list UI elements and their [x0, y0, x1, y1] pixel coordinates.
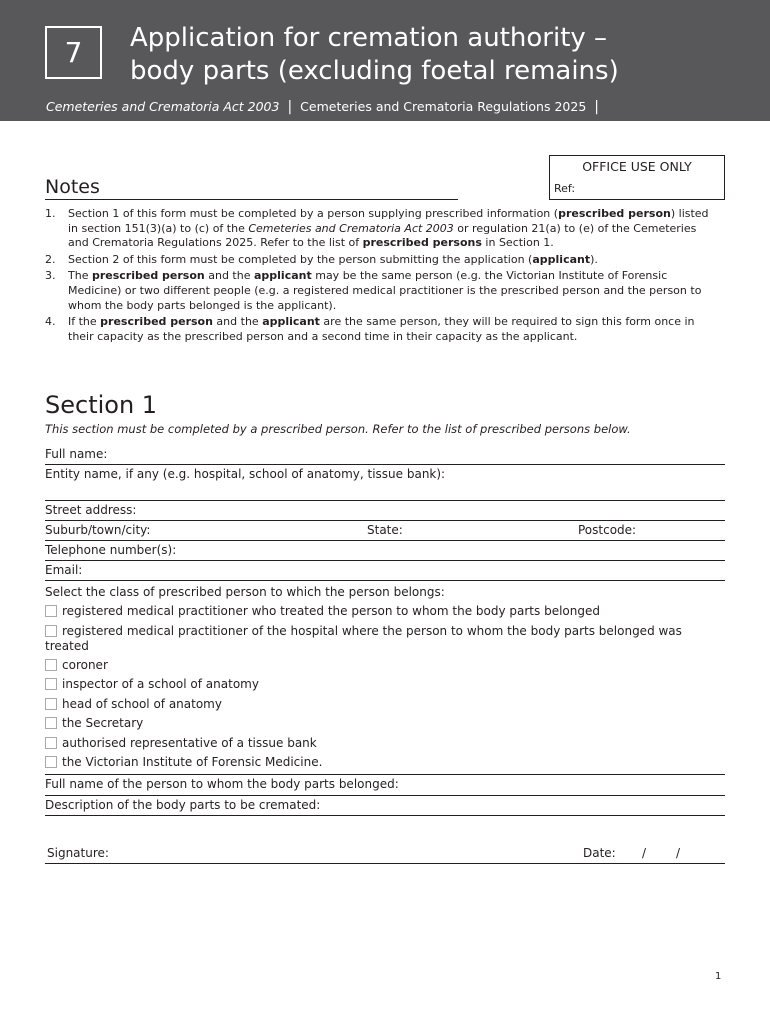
checkbox[interactable]: [45, 756, 57, 768]
option-label: head of school of anatomy: [62, 697, 222, 711]
note-text: or regulation 21(a) to (e) of the Cemeteries and Crematoria Regulations 2025. Refer to the list of: [68, 221, 697, 250]
email-field[interactable]: [45, 563, 725, 581]
note-text: and the: [204, 269, 254, 283]
note-bold: applicant: [262, 315, 320, 329]
section-1-heading: Section 1: [45, 391, 158, 419]
date-label: Date:: [583, 846, 616, 860]
telephone-label: Telephone number(s):: [45, 543, 177, 557]
option-coroner: [45, 658, 725, 673]
note-text: ).: [590, 252, 598, 266]
office-use-box: [549, 155, 725, 200]
option-secretary: [45, 716, 725, 731]
option-label: registered medical practitioner of the hospital where the person to whom the body parts belonged was treated: [45, 624, 682, 653]
option-label: inspector of a school of anatomy: [62, 677, 259, 691]
note-bold: applicant: [532, 252, 591, 266]
option-label: the Victorian Institute of Forensic Medicine.: [62, 755, 323, 769]
option-label: registered medical practitioner who treated the person to whom the body parts belonged: [62, 604, 600, 618]
option-tissue-bank: [45, 736, 725, 751]
separator: |: [594, 99, 599, 115]
note-number: 1.: [45, 207, 56, 220]
office-ref-label: Ref:: [554, 182, 576, 195]
checkbox[interactable]: [45, 678, 57, 690]
note-number: 3.: [45, 269, 56, 283]
note-bold: prescribed persons: [362, 236, 482, 250]
entity-name-label: Entity name, if any (e.g. hospital, school of anatomy, tissue bank):: [45, 467, 446, 481]
option-vifm: [45, 755, 725, 770]
checkbox[interactable]: [45, 737, 57, 749]
checkbox[interactable]: [45, 605, 57, 617]
checkbox[interactable]: [45, 625, 57, 637]
street-address-label: Street address:: [45, 503, 137, 517]
notes-heading: Notes: [45, 176, 458, 200]
option-anatomy-inspector: [45, 677, 725, 692]
class-prompt: Select the class of prescribed person to which the person belongs:: [45, 585, 445, 599]
description-field[interactable]: [45, 798, 725, 816]
note-text: may be the same person (e.g. the Victorian Institute of Forensic Medicine) or two different people (e.g. a registered medical practitioner is the prescribed person and the person to whom the body parts belonged is the applicant).: [68, 269, 702, 312]
note-text: are the same person, they will be required to sign this form once in their capacity as the prescribed person and a second time in their capacity as the applicant.: [68, 315, 695, 343]
note-italic: Cemeteries and Crematoria Act 2003: [248, 221, 454, 235]
postcode-label: Postcode:: [578, 523, 637, 537]
note-item: [45, 253, 720, 268]
note-text: in Section 1.: [481, 236, 554, 250]
note-item: [45, 207, 720, 251]
act-name: Cemeteries and Crematoria Act 2003: [46, 99, 280, 114]
office-use-heading: OFFICE USE ONLY: [582, 159, 692, 174]
option-treating-practitioner: [45, 604, 725, 619]
date-separator: /: [642, 846, 647, 860]
separator: |: [287, 99, 293, 115]
deceased-name-field[interactable]: [45, 777, 725, 796]
notes-list: [45, 207, 720, 346]
note-bold: prescribed person: [100, 315, 213, 329]
title-line-2: body parts (excluding foetal remains): [130, 56, 619, 86]
email-label: Email:: [45, 563, 83, 577]
note-bold: applicant: [253, 269, 312, 283]
suburb-label: Suburb/town/city:: [45, 523, 151, 537]
page-title: [130, 22, 750, 88]
note-number: 2.: [45, 252, 56, 266]
suburb-field[interactable]: [45, 523, 725, 541]
note-number: 4.: [45, 315, 56, 329]
note-text: and the: [212, 315, 263, 329]
note-text: Section 2 of this form must be completed by the person submitting the application (: [68, 252, 533, 266]
note-text: ) listed in section 151(3)(a) to (c) of the: [68, 207, 709, 235]
header-banner: [0, 0, 770, 121]
full-name-field[interactable]: [45, 447, 725, 465]
note-text: The: [68, 269, 92, 283]
option-label: coroner: [62, 658, 108, 672]
note-bold: prescribed person: [558, 207, 671, 220]
note-item: [45, 269, 720, 313]
full-name-label: Full name:: [45, 447, 108, 461]
description-label: Description of the body parts to be cremated:: [45, 798, 321, 812]
note-bold: prescribed person: [91, 269, 205, 283]
title-line-1: Application for cremation authority –: [130, 23, 608, 53]
option-label: authorised representative of a tissue bank: [62, 736, 317, 750]
entity-name-field[interactable]: [45, 467, 725, 501]
option-label: the Secretary: [62, 716, 144, 730]
option-anatomy-head: [45, 697, 725, 712]
legislation-line: [46, 99, 603, 115]
form-number: 7: [45, 26, 102, 79]
option-hospital-practitioner: [45, 624, 725, 653]
street-address-field[interactable]: [45, 503, 725, 521]
checkbox[interactable]: [45, 717, 57, 729]
state-label: State:: [367, 523, 403, 537]
note-text: Section 1 of this form must be completed by a person supplying prescribed information (: [68, 207, 559, 220]
date-separator: /: [676, 846, 681, 860]
signature-label: Signature:: [47, 846, 109, 860]
checkbox[interactable]: [45, 698, 57, 710]
divider: [45, 774, 725, 775]
checkbox[interactable]: [45, 659, 57, 671]
note-item: [45, 315, 720, 344]
signature-row[interactable]: [45, 846, 725, 864]
regulations-name: Cemeteries and Crematoria Regulations 2025: [300, 99, 587, 114]
note-text: If the: [68, 315, 101, 329]
deceased-name-label: Full name of the person to whom the body parts belonged:: [45, 777, 399, 791]
section-1-subheading: This section must be completed by a prescribed person. Refer to the list of prescribed persons below.: [45, 422, 631, 436]
page-number: 1: [715, 971, 722, 982]
telephone-field[interactable]: [45, 543, 725, 561]
